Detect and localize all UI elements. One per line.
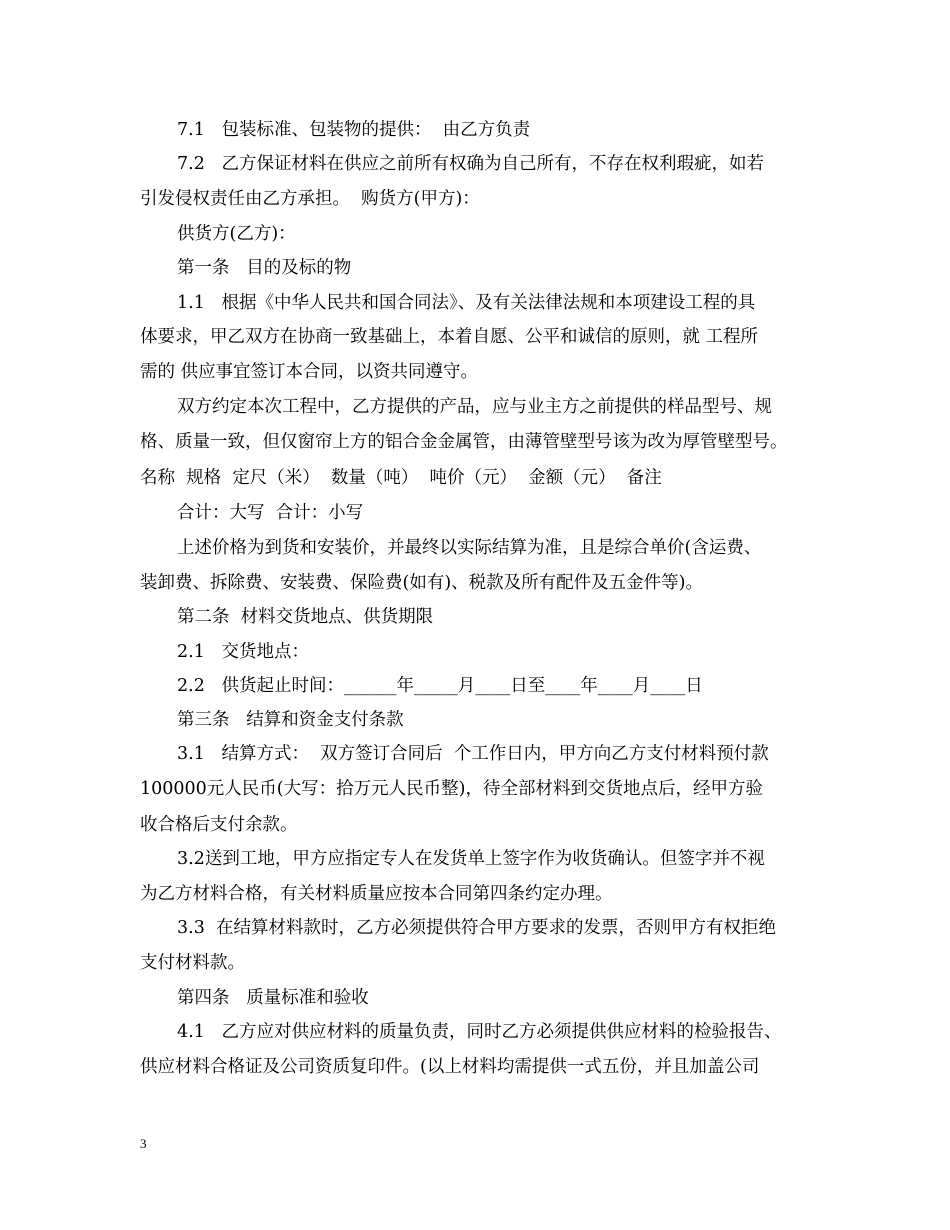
text-line: 2.2 供货起止时间：______年_____月____日至____年____月____日 [177, 676, 703, 696]
text-line: 为乙方材料合格，有关材料质量应按本合同第四条约定办理。 [140, 884, 613, 904]
text-line: 7.1 包装标准、包装物的提供： 由乙方负责 [177, 120, 531, 140]
text-line: 4.1 乙方应对供应材料的质量负责，同时乙方必须提供供应材料的检验报告、 [177, 1022, 782, 1042]
text-line: 需的 供应事宜签订本合同，以资共同遵守。 [140, 362, 479, 382]
page-number: 3 [140, 1136, 147, 1151]
text-line: 3.2送到工地，甲方应指定专人在发货单上签字作为收货确认。但签字并不视 [177, 849, 765, 869]
text-line: 100000元人民币(大写：拾万元人民币整)，待全部材料到交货地点后，经甲方验 [140, 779, 763, 799]
table-header-line: 名称 规格 定尺（米） 数量（吨） 吨价（元） 金额（元） 备注 [140, 468, 662, 488]
text-line: 装卸费、拆除费、安装费、保险费(如有)、税款及所有配件及五金件等)。 [140, 573, 703, 593]
text-line: 体要求，甲乙双方在协商一致基础上，本着自愿、公平和诚信的原则，就 工程所 [140, 327, 759, 347]
section-heading: 第四条 质量标准和验收 [177, 988, 369, 1008]
text-line: 支付材料款。 [140, 953, 245, 973]
text-line: 3.1 结算方式： 双方签订合同后 个工作日内，甲方向乙方支付材料预付款 [177, 744, 769, 764]
section-heading: 第三条 结算和资金支付条款 [177, 710, 404, 730]
text-line: 供货方(乙方)： [177, 224, 296, 244]
text-line: 2.1 交货地点： [177, 642, 310, 662]
text-line: 3.3 在结算材料款时，乙方必须提供符合甲方要求的发票，否则甲方有权拒绝 [177, 918, 776, 938]
total-line: 合计：大写 合计：小写 [177, 503, 364, 523]
text-line: 格、质量一致，但仅窗帘上方的铝合金金属管，由薄管壁型号该为改为厚管壁型号。 [140, 432, 788, 452]
text-line: 收合格后支付余款。 [140, 815, 298, 835]
text-line: 引发侵权责任由乙方承担。 购货方(甲方)： [140, 189, 480, 209]
text-line: 供应材料合格证及公司资质复印件。(以上材料均需提供一式五份，并且加盖公司 [140, 1057, 760, 1077]
section-heading: 第一条 目的及标的物 [177, 258, 352, 278]
text-line: 双方约定本次工程中，乙方提供的产品，应与业主方之前提供的样品型号、规 [177, 397, 772, 417]
section-heading: 第二条 材料交货地点、供货期限 [177, 607, 434, 627]
text-line: 7.2 乙方保证材料在供应之前所有权确为自己所有，不存在权利瑕疵，如若 [177, 154, 765, 174]
text-line: 1.1 根据《中华人民共和国合同法》、及有关法律法规和本项建设工程的具 [177, 293, 756, 313]
text-line: 上述价格为到货和安装价，并最终以实际结算为准，且是综合单价(含运费、 [177, 538, 762, 558]
